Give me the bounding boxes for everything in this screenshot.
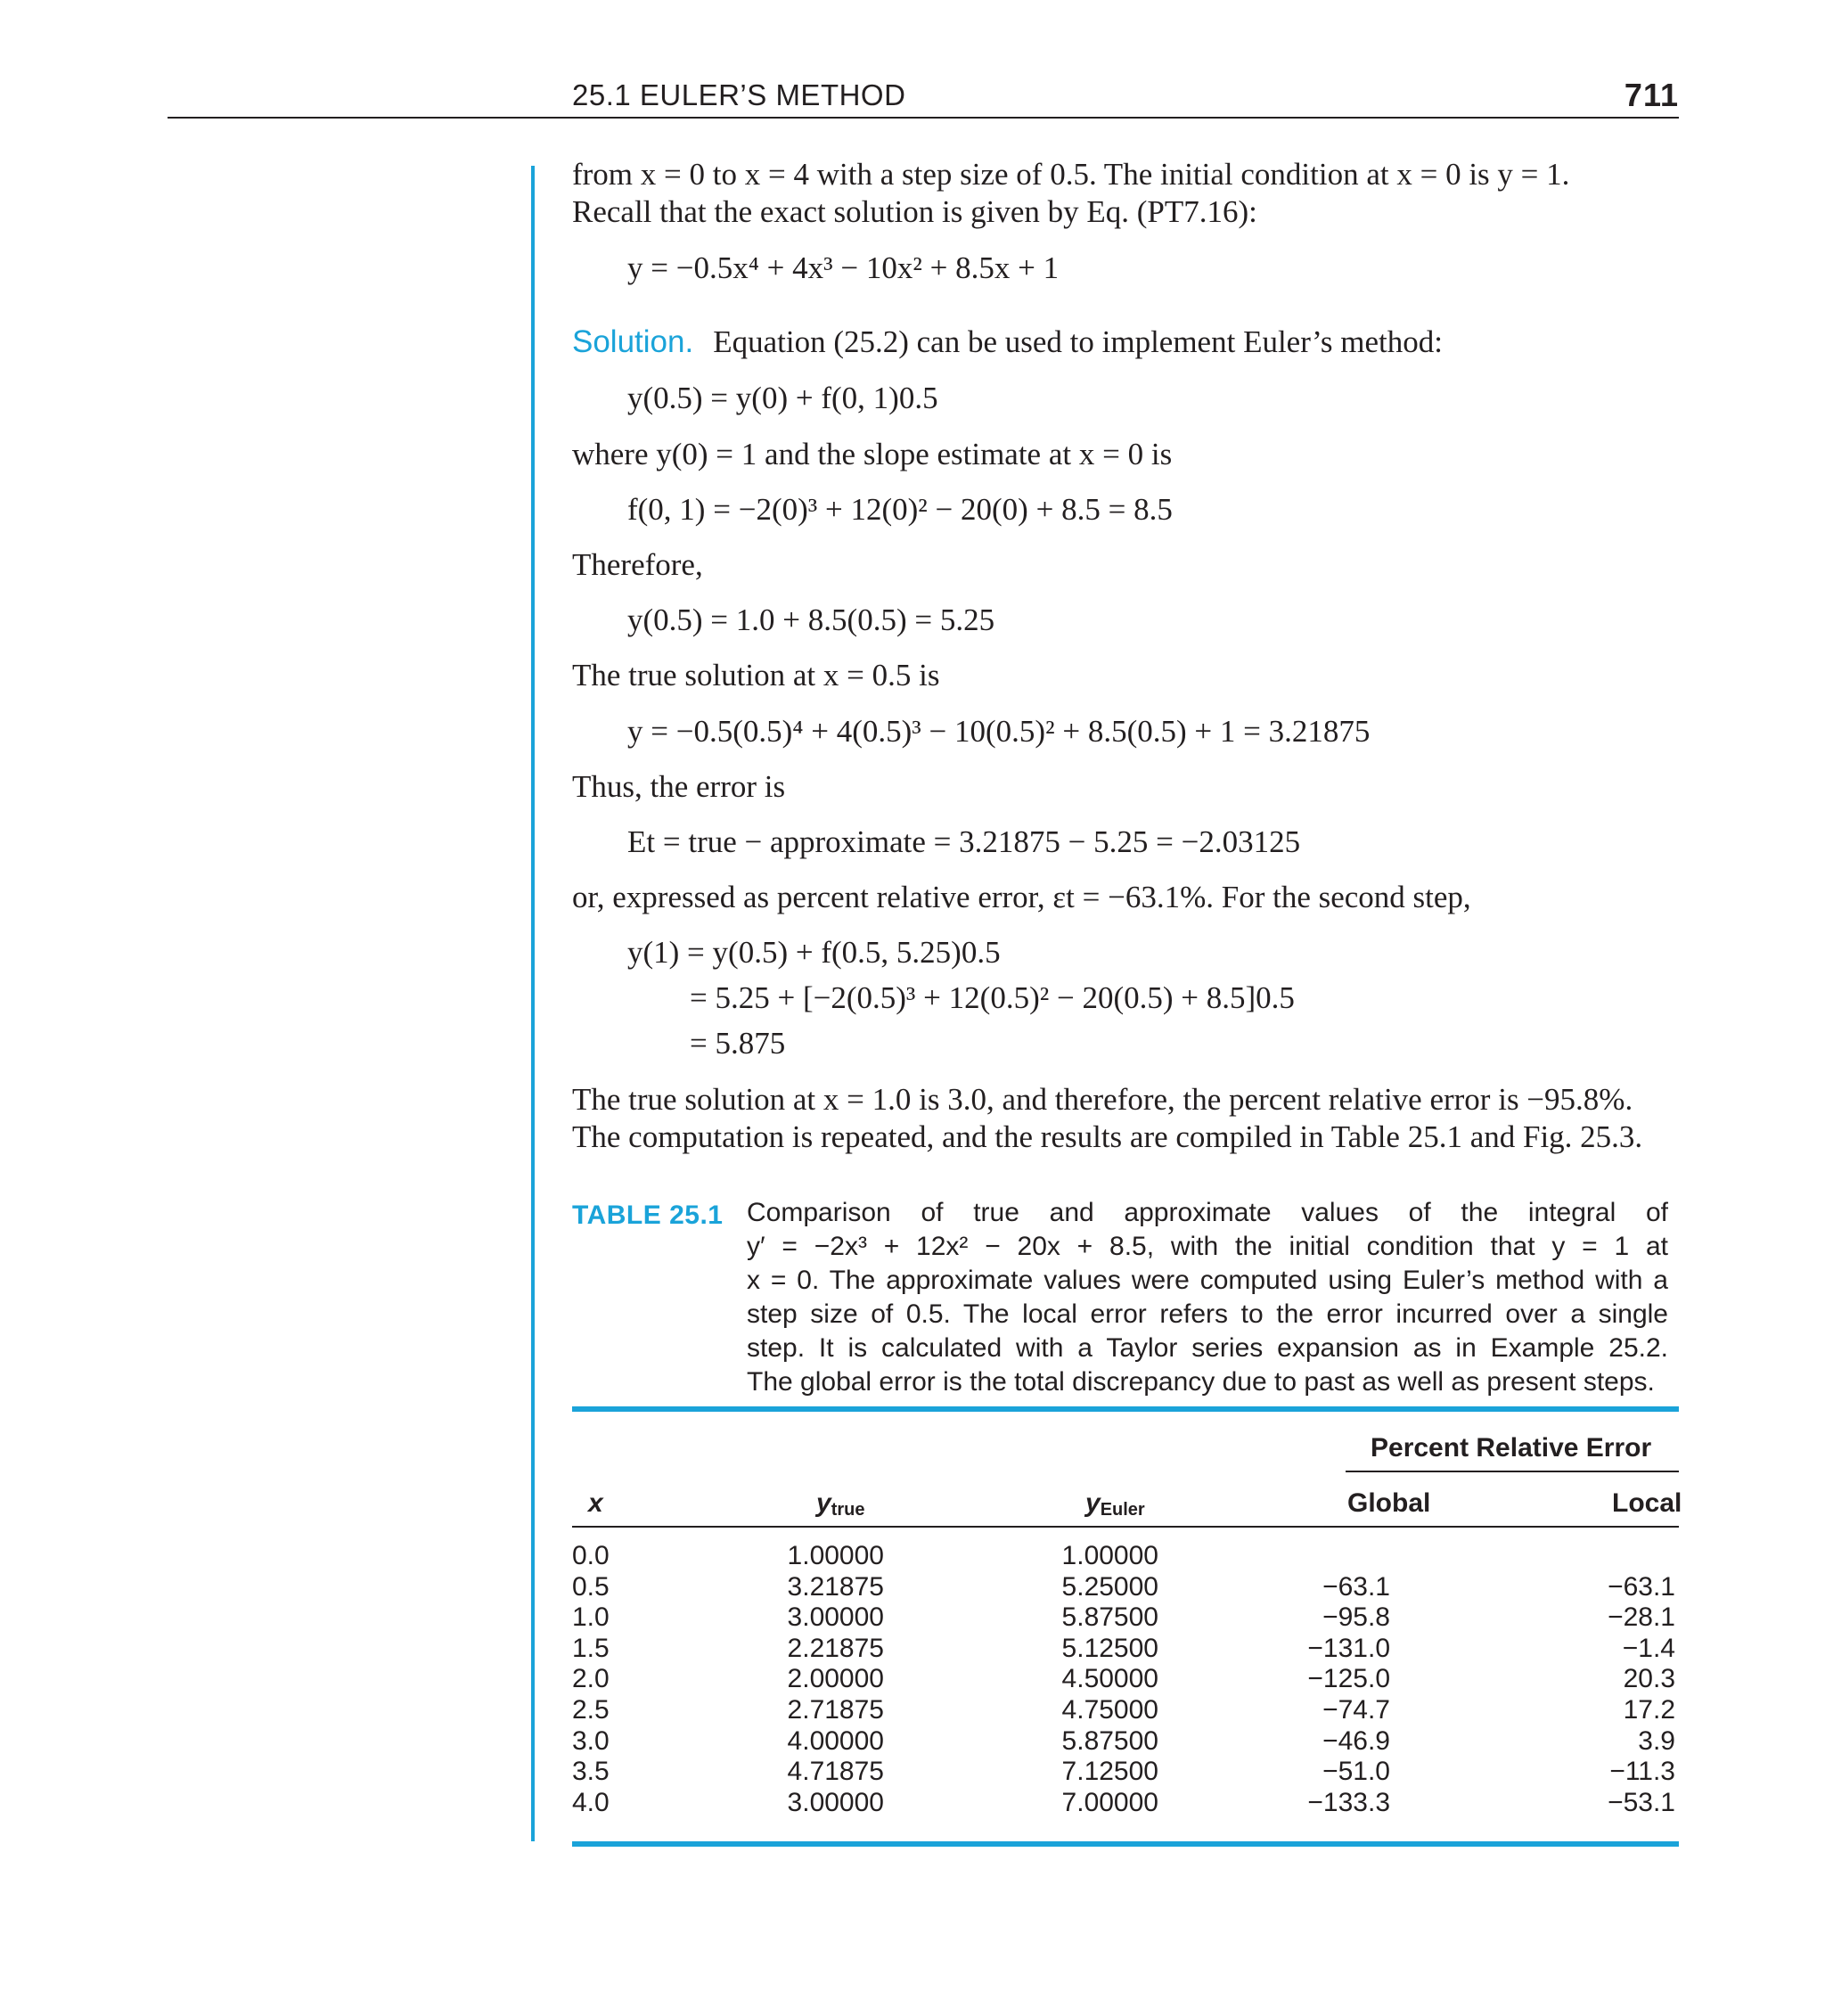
table-cell-global: −95.8: [1322, 1602, 1390, 1633]
table-cell-y-euler: 5.12500: [1061, 1633, 1158, 1663]
column-header-y-true: [816, 1488, 864, 1519]
table-cell-global: −74.7: [1322, 1695, 1390, 1725]
table-cell-y-euler: 7.12500: [1061, 1757, 1158, 1787]
example-side-bar: [531, 166, 535, 1841]
table-cell-y-euler: 4.75000: [1061, 1695, 1158, 1725]
equation-exact-solution: y = −0.5x⁴ + 4x³ − 10x² + 8.5x + 1: [627, 250, 1060, 285]
table-cell-y-euler: 5.87500: [1061, 1725, 1158, 1756]
table-cell-x: 2.0: [572, 1664, 610, 1694]
table-cell-y-true: 2.21875: [787, 1633, 884, 1663]
caption-line: step. It is calculated with a Taylor series expansion as in Example 25.2.: [747, 1333, 1668, 1363]
table-cell-local: −63.1: [1608, 1571, 1675, 1602]
y-true-subscript: true: [831, 1500, 865, 1520]
table-label: TABLE 25.1: [572, 1201, 724, 1230]
table-cell-global: −133.3: [1307, 1787, 1390, 1817]
caption-line: The global error is the total discrepancy due to past as well as present steps.: [747, 1367, 1655, 1397]
solution-label: Solution.: [572, 324, 694, 359]
equation-second-step-a: y(1) = y(0.5) + f(0.5, 5.25)0.5: [627, 935, 1001, 970]
table-cell-y-true: 3.00000: [787, 1787, 884, 1817]
column-header-x: x: [588, 1488, 603, 1518]
table-cell-global: −63.1: [1322, 1571, 1390, 1602]
table-cell-y-true: 4.00000: [787, 1725, 884, 1756]
table-cell-local: −1.4: [1622, 1633, 1675, 1663]
group-header-rule: [1346, 1471, 1679, 1472]
final-paragraph-line-2: The computation is repeated, and the results are compiled in Table 25.1 and Fig. 25.3.: [572, 1119, 1643, 1154]
table-cell-x: 1.0: [572, 1602, 610, 1633]
table-cell-local: 3.9: [1638, 1725, 1675, 1756]
table-cell-y-true: 1.00000: [787, 1541, 884, 1570]
solution-text: Equation (25.2) can be used to implement Euler’s method:: [713, 324, 1443, 359]
caption-line: step size of 0.5. The local error refers to the error incurred over a single: [747, 1299, 1668, 1329]
table-cell-y-true: 3.21875: [787, 1571, 884, 1602]
paragraph-intro-line-2: Recall that the exact solution is given by Eq. (PT7.16):: [572, 194, 1257, 229]
equation-euler-step: y(0.5) = y(0) + f(0, 1)0.5: [627, 381, 938, 415]
table-cell-local: 17.2: [1623, 1695, 1675, 1725]
section-title: 25.1 EULER’S METHOD: [572, 78, 906, 111]
final-paragraph-line-1: The true solution at x = 1.0 is 3.0, and therefore, the percent relative error is −95.8%.: [572, 1082, 1633, 1117]
table-cell-local: 20.3: [1623, 1664, 1675, 1694]
percent-error-text: or, expressed as percent relative error, εt = −63.1%. For the second step,: [572, 880, 1471, 914]
table-cell-global: −51.0: [1322, 1757, 1390, 1787]
table-cell-x: 3.0: [572, 1725, 610, 1756]
table-cell-y-euler: 5.25000: [1061, 1571, 1158, 1602]
table-cell-x: 0.5: [572, 1571, 610, 1602]
table-cell-y-true: 3.00000: [787, 1602, 884, 1633]
column-header-rule: [572, 1526, 1679, 1528]
table-cell-local: −53.1: [1608, 1787, 1675, 1817]
table-cell-local: −11.3: [1609, 1757, 1675, 1787]
table-cell-x: 3.5: [572, 1757, 610, 1787]
table-cell-y-true: 2.71875: [787, 1695, 884, 1725]
table-cell-y-euler: 7.00000: [1061, 1787, 1158, 1817]
page-number: 711: [1624, 77, 1679, 113]
caption-line: x = 0. The approximate values were computed using Euler’s method with a: [747, 1266, 1668, 1295]
table-cell-y-euler: 1.00000: [1061, 1541, 1158, 1570]
y-true-base: y: [816, 1488, 831, 1518]
table-cell-global: −131.0: [1307, 1633, 1390, 1663]
y-euler-subscript: Euler: [1100, 1500, 1145, 1520]
table-cell-y-true: 2.00000: [787, 1664, 884, 1694]
equation-error: Et = true − approximate = 3.21875 − 5.25 = −2.03125: [627, 824, 1301, 859]
table-cell-y-true: 4.71875: [787, 1757, 884, 1787]
group-header-percent-relative-error: Percent Relative Error: [1371, 1433, 1652, 1463]
table-cell-x: 0.0: [572, 1541, 610, 1570]
table-bottom-rule: [572, 1841, 1679, 1847]
equation-true-value: y = −0.5(0.5)⁴ + 4(0.5)³ − 10(0.5)² + 8.5(0.5) + 1 = 3.21875: [627, 714, 1371, 749]
thus-text: Thus, the error is: [572, 769, 786, 804]
table-cell-x: 1.5: [572, 1633, 610, 1663]
table-cell-y-euler: 4.50000: [1061, 1664, 1158, 1694]
table-cell-x: 4.0: [572, 1787, 610, 1817]
table-cell-local: −28.1: [1608, 1602, 1675, 1633]
running-head: [0, 0, 1825, 125]
y-euler-base: y: [1085, 1488, 1101, 1518]
table-caption: [747, 1196, 1668, 1399]
caption-line: Comparison of true and approximate values of the integral of: [747, 1198, 1668, 1227]
equation-y-half: y(0.5) = 1.0 + 8.5(0.5) = 5.25: [627, 602, 995, 637]
column-header-local: Local: [1612, 1488, 1682, 1518]
where-text: where y(0) = 1 and the slope estimate at x = 0 is: [572, 437, 1173, 471]
table-top-rule: [572, 1406, 1679, 1412]
table-cell-x: 2.5: [572, 1695, 610, 1725]
solution-paragraph: [572, 324, 1679, 361]
column-header-y-euler: [1085, 1488, 1145, 1519]
table-cell-global: −46.9: [1322, 1725, 1390, 1756]
table-cell-global: −125.0: [1307, 1664, 1390, 1694]
table-cell-y-euler: 5.87500: [1061, 1602, 1158, 1633]
equation-second-step-b: = 5.25 + [−2(0.5)³ + 12(0.5)² − 20(0.5) + 8.5]0.5: [690, 980, 1295, 1015]
header-rule: [168, 117, 1679, 119]
column-header-global: Global: [1347, 1488, 1431, 1518]
equation-second-step-c: = 5.875: [690, 1026, 786, 1061]
therefore-text: Therefore,: [572, 547, 703, 582]
caption-line: y′ = −2x³ + 12x² − 20x + 8.5, with the initial condition that y = 1 at: [747, 1232, 1668, 1261]
paragraph-intro-line-1: from x = 0 to x = 4 with a step size of 0.5. The initial condition at x = 0 is y = 1.: [572, 157, 1570, 192]
equation-slope: f(0, 1) = −2(0)³ + 12(0)² − 20(0) + 8.5 = 8.5: [627, 492, 1173, 527]
true-solution-text: The true solution at x = 0.5 is: [572, 658, 940, 692]
